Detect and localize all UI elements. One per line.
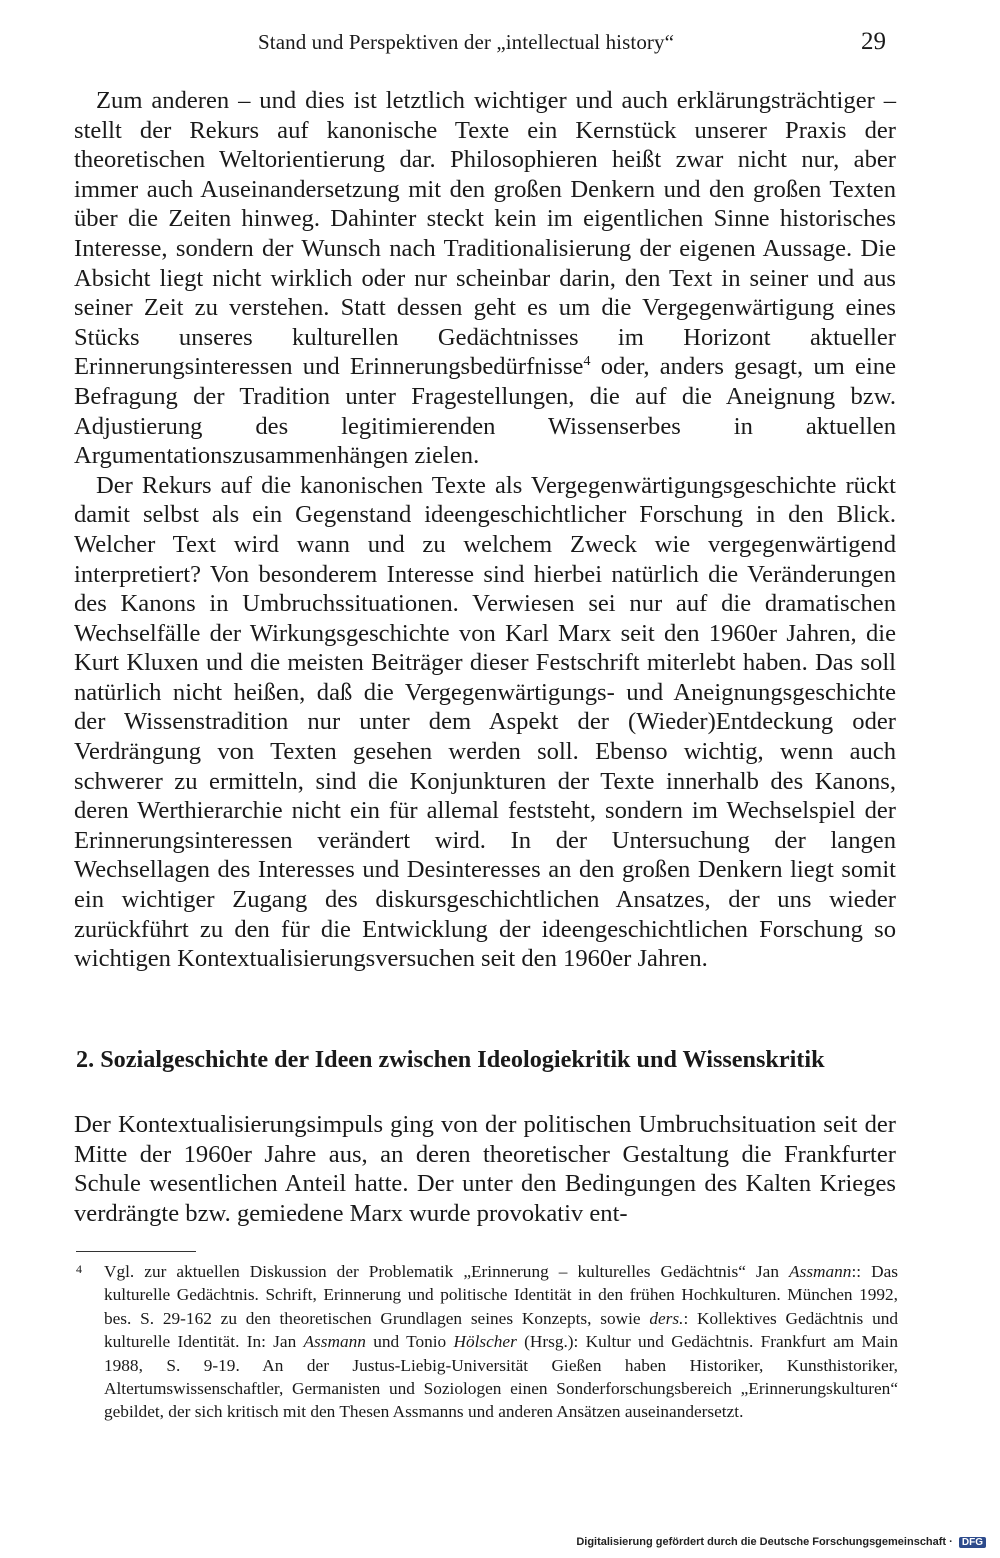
footnote-part-2: :: Das kulturelle Gedächtnis. Schrift, Erinnerung und politische Identität in den frühen Hochkulturen. München 1992, bes. S. 29-162 zu den theoretischen Grundlagen seines Konzepts, sowie: [104, 1262, 898, 1328]
paragraph-1-text-a: Zum anderen – und dies ist letztlich wichtiger und auch erklärungsträchtiger – stellt der Rekurs auf kanonische Texte ein Kernstück unserer Praxis der theoretischen Weltorientierung dar. Philosophieren heißt zwar nicht nur, aber immer auch Auseinandersetzung mit den großen Denkern und den großen Texten über die Zeiten hinweg. Dahinter steckt kein im eigentlichen Sinne historisches Interesse, sondern der Wunsch nach Traditionalisierung der eigenen Aussage. Die Absicht liegt nicht wirklich oder nur scheinbar darin, den Text in seiner und aus seiner Zeit zu verstehen. Statt dessen geht es um die Vergegenwärtigung eines Stücks unseres kulturellen Gedächtnisses im Horizont aktueller Erinnerungsinteressen und Erinnerungsbedürfnisse: [74, 87, 896, 381]
section-paragraph: Der Kontextualisierungsimpuls ging von der politischen Umbruchsituation seit der Mitte der 1960er Jahre aus, an deren theoretischer Gestaltung die Frankfurter Schule wesentlichen Anteil hatte. Der unter den Bedingungen des Kalten Krieges verdrängte bzw. gemiedene Marx wurde provokativ ent-: [74, 1111, 896, 1227]
section-text: [74, 1110, 896, 1228]
footnote-author-3: Hölscher: [453, 1332, 517, 1352]
paragraph-1: [74, 86, 896, 471]
footnote-part-3: : Kollektives Gedächtnis und kulturelle Identität. In: Jan: [104, 1308, 898, 1352]
footnote: [76, 1260, 898, 1424]
footnote-part-4: und Tonio: [365, 1332, 454, 1352]
footnote-ders: ders.: [649, 1308, 684, 1328]
digitization-credit-text: Digitalisierung gefördert durch die Deutsche Forschungsgemeinschaft ·: [576, 1536, 953, 1548]
footnote-part-5: (Hrsg.): Kultur und Gedächtnis. Frankfurt am Main 1988, S. 9-19. An der Justus-Liebig-Universität Gießen haben Historiker, Kunsthistoriker, Altertumswissenschaftler, Germanisten und Soziologen einen Sonderforschungsbereich „Erinnerungskulturen“ gebildet, der sich kritisch mit den Thesen Assmanns und anderen Ansätzen auseinandersetzt.: [104, 1332, 899, 1422]
footnote-text: [104, 1260, 898, 1424]
section-heading: 2. Sozialgeschichte der Ideen zwischen Ideologiekritik und Wissenskritik: [76, 1046, 825, 1073]
running-head: Stand und Perspektiven der „intellectual history“: [258, 30, 675, 54]
footnote-author-2: Assmann: [303, 1332, 366, 1352]
footnote-author-1: Assmann: [789, 1262, 852, 1281]
footnote-number: 4: [76, 1262, 82, 1276]
paragraph-2: Der Rekurs auf die kanonischen Texte als Vergegenwärtigungsgeschichte rückt damit selbst als ein Gegenstand ideengeschichtlicher Forschung in den Blick. Welcher Text wird wann und zu welchem Zweck wie vergegenwärtigend interpretiert? Von besonderem Interesse sind hierbei natürlich die Veränderungen des Kanons in Umbruchssituationen. Verwiesen sei nur auf die dramatischen Wechselfälle der Wirkungsgeschichte von Karl Marx seit den 1960er Jahren, die Kurt Kluxen und die meisten Beiträger dieser Festschrift miterlebt haben. Das soll natürlich nicht heißen, daß die Vergegenwärtigungs- und Aneignungsgeschichte der Wissenstradition nur unter dem Aspekt der (Wieder)Entdeckung oder Verdrängung von Texten gesehen werden soll. Ebenso wichtig, wenn auch schwerer zu ermitteln, sind die Konjunkturen der Texte innerhalb des Kanons, deren Werthierarchie nicht ein für allemal feststeht, sondern im Wechselspiel der Erinnerungsinteressen verändert wird. In der Untersuchung der langen Wechsellagen des Interesses und Desinteresses an den großen Denkern liegt somit ein wichtiger Zugang des diskursgeschichtlichen Ansatzes, der uns wieder zurückführt zu den für die Entwicklung der ideengeschichtlichen Forschung so wichtigen Kontextualisierungsversuchen seit den 1960er Jahren.: [74, 471, 896, 973]
paragraph-1-text-b: oder, anders gesagt, um eine Befragung der Tradition unter Fragestellungen, die auf die Aneignung bzw. Adjustierung des legitimierenden Wissenserbes in aktuellen Argumentationszusammenhängen zielen.: [74, 353, 896, 470]
footnote-reference: 4: [583, 354, 591, 370]
dfg-logo: DFG: [959, 1537, 986, 1548]
main-text: [74, 86, 896, 974]
footnote-part-1: Vgl. zur aktuellen Diskussion der Problematik „Erinnerung – kulturelles Gedächtnis“ Jan: [104, 1262, 790, 1281]
page-number: 29: [861, 28, 886, 55]
digitization-credit: [576, 1536, 986, 1548]
footnote-rule: [76, 1251, 196, 1252]
